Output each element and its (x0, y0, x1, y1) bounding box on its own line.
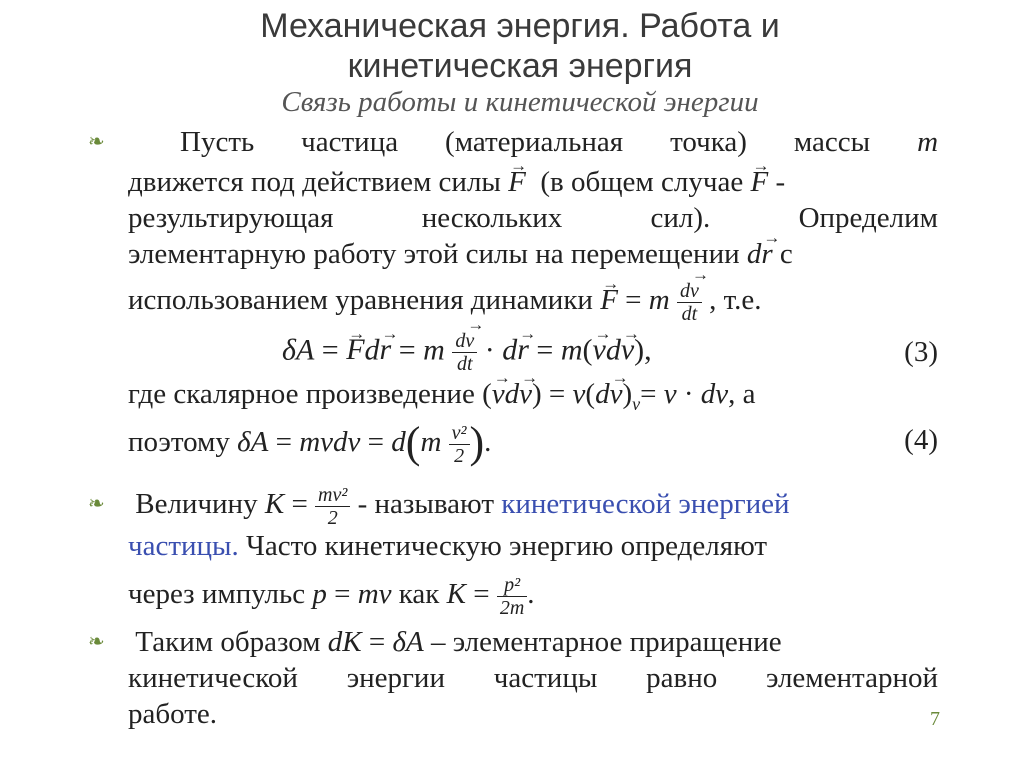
fleuron-bullet-icon: ❧ (88, 131, 105, 153)
p1-text: , т.е. (709, 284, 762, 317)
fleuron-bullet-icon: ❧ (88, 631, 105, 653)
p3-line-2: кинетической энергии частицы равно элементарной (128, 662, 938, 694)
p1-text: (в общем случае (540, 166, 744, 198)
p2-text: как (398, 578, 440, 611)
p1-text: - (775, 166, 786, 198)
p2-line-2 (128, 528, 938, 564)
p2-line-3: через импульс p = mv как K = $\frac{\text{p²}}{2m}$ . (128, 574, 535, 619)
p3-line-1: Таким образом dK = δA – элементарное приращение (135, 626, 782, 658)
page-number: 7 (930, 708, 940, 730)
p3-line-3: работе. (128, 698, 218, 730)
p1-text: где скалярное произведение (128, 378, 475, 410)
kinetic-energy-term: кинетической энергией (501, 488, 790, 521)
p1-line-4: элементарную работу этой силы на перемещении d→ r с (128, 236, 938, 272)
force-vector: → F (508, 164, 526, 200)
p1-text: с (779, 238, 793, 270)
p3-text: Таким образом (135, 626, 321, 658)
p1-line-8: поэтому δA = mvdv = d(m $\frac{\text{v²}}{2}$ ). (128, 418, 492, 468)
displacement-vector: → r (761, 236, 772, 272)
p1-text: поэтому (128, 426, 230, 459)
p1-line-3: результирующая нескольких сил). Определим (128, 202, 938, 234)
slide-title-line-2: кинетическая энергия (347, 47, 693, 85)
slide-title-line-1: Механическая энергия. Работа и (260, 7, 780, 45)
p1-text: использованием уравнения динамики (128, 284, 593, 317)
p1-line-5: использованием уравнения динамики → F = m $\frac{d\to v}{dt}$ , т.е. (128, 280, 938, 325)
p1-text: Пусть частица (материальная точка) массы (180, 126, 871, 158)
p1-text: элементарную работу этой силы на перемещении (128, 238, 740, 270)
kinetic-energy-term: частицы. (128, 530, 239, 562)
p2-text: через импульс (128, 578, 306, 611)
p1-line-1 (180, 124, 938, 160)
equation-number: (3) (904, 336, 938, 368)
force-vector: → F (750, 164, 768, 200)
p2-text: Часто кинетическую энергию определяют (246, 530, 768, 562)
p3-text: – элементарное приращение (430, 626, 782, 658)
p2-text: - называют (357, 488, 495, 521)
fraction-dv-dt: $\frac{d\to v}{dt}$ (677, 280, 702, 325)
fleuron-bullet-icon: ❧ (88, 493, 105, 515)
mass-symbol: m (917, 126, 939, 158)
p1-line-7: где скалярное произведение (→ $vd\to v) = v(d\to v)_v= v$ · dv, а (128, 376, 938, 422)
p2-text: Величину (135, 488, 258, 521)
p1-text: , а (728, 378, 756, 410)
p1-line-2 (128, 164, 938, 200)
p1-text: движется под действием силы (128, 166, 501, 198)
equation-3: δA = → Fd→ r = m $\frac{d\to v}{dt}$ · d→ r = m(→ vd→ v), (282, 330, 652, 375)
equation-number: (4) (904, 424, 938, 456)
p2-line-1: Величину K = $\frac{\text{mv²}}{2}$ - называют кинетической энергией (135, 484, 790, 529)
slide-subtitle: Связь работы и кинетической энергии (281, 86, 759, 118)
